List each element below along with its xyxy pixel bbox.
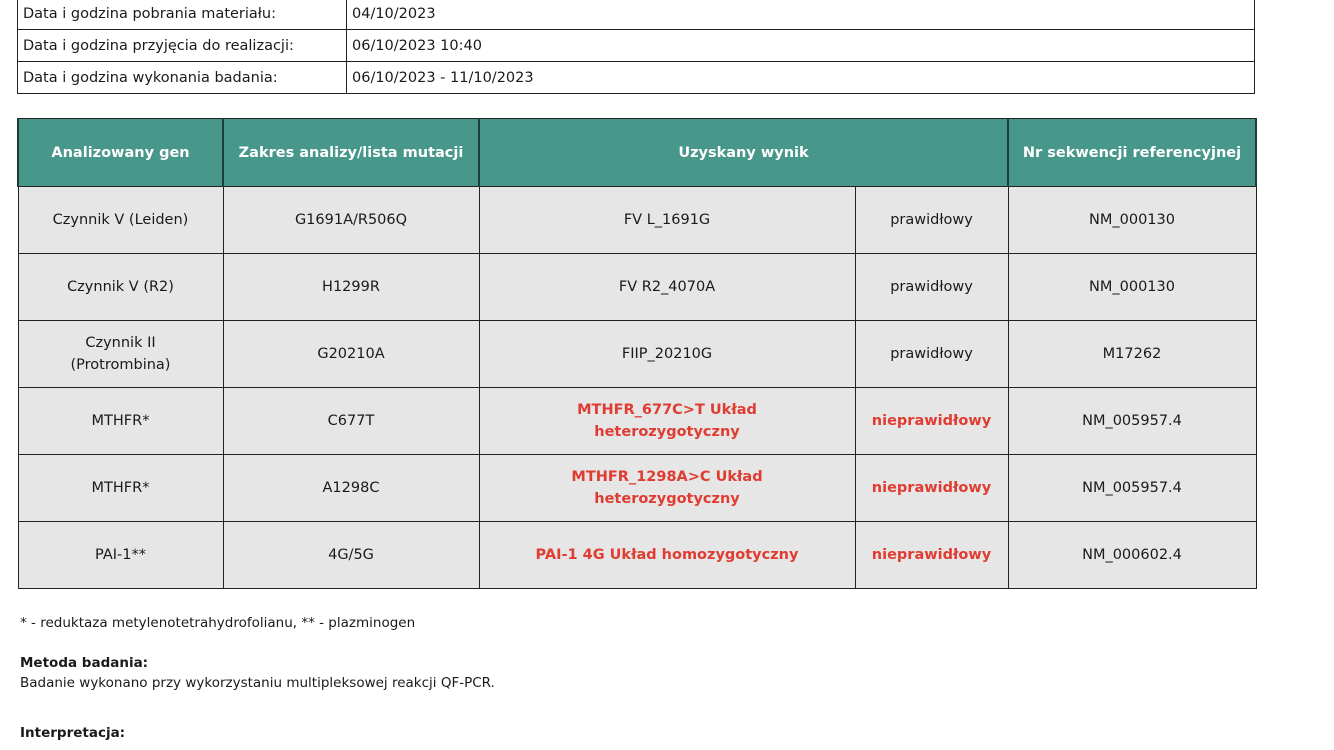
footnote: * - reduktaza metylenotetrahydrofolianu, ** - plazminogen [20,615,416,631]
cell-status: prawidłowy [855,321,1008,388]
cell-ref: NM_005957.4 [1008,388,1256,455]
info-label: Data i godzina wykonania badania: [18,62,347,94]
cell-ref: NM_000130 [1008,187,1256,254]
info-row [18,62,1255,94]
cell-status: prawidłowy [855,254,1008,321]
cell-result: FV R2_4070A [479,254,855,321]
cell-range: A1298C [223,455,479,522]
results-table [17,118,1257,589]
cell-status: prawidłowy [855,187,1008,254]
table-row [18,388,1256,455]
info-value: 06/10/2023 10:40 [347,30,1255,62]
cell-gene: MTHFR* [18,455,223,522]
cell-status: nieprawidłowy [855,388,1008,455]
table-row [18,254,1256,321]
info-value: 04/10/2023 [347,0,1255,30]
cell-gene: Czynnik II (Protrombina) [18,321,223,388]
cell-ref: NM_005957.4 [1008,455,1256,522]
interpretation-title: Interpretacja: [20,725,126,741]
cell-ref: NM_000602.4 [1008,522,1256,589]
cell-gene: PAI-1** [18,522,223,589]
cell-result: PAI-1 4G Układ homozygotyczny [479,522,855,589]
info-label: Data i godzina pobrania materiału: [18,0,347,30]
table-row [18,321,1256,388]
cell-range: H1299R [223,254,479,321]
cell-ref: NM_000130 [1008,254,1256,321]
info-value: 06/10/2023 - 11/10/2023 [347,62,1255,94]
method-title: Metoda badania: [20,655,149,671]
header-gene: Analizowany gen [18,119,223,187]
cell-gene: MTHFR* [18,388,223,455]
cell-gene: Czynnik V (Leiden) [18,187,223,254]
results-header-row [18,119,1256,187]
header-result: Uzyskany wynik [479,119,1008,187]
table-row [18,522,1256,589]
cell-gene: Czynnik V (R2) [18,254,223,321]
header-ref: Nr sekwencji referencyjnej [1008,119,1256,187]
sample-info-table [17,0,1255,94]
cell-range: G1691A/R506Q [223,187,479,254]
cell-range: 4G/5G [223,522,479,589]
cell-ref: M17262 [1008,321,1256,388]
cell-result: FIIP_20210G [479,321,855,388]
cell-range: G20210A [223,321,479,388]
info-label: Data i godzina przyjęcia do realizacji: [18,30,347,62]
info-row [18,0,1255,30]
method-text: Badanie wykonano przy wykorzystaniu multipleksowej reakcji QF-PCR. [20,675,495,691]
cell-result: FV L_1691G [479,187,855,254]
cell-status: nieprawidłowy [855,522,1008,589]
cell-status: nieprawidłowy [855,455,1008,522]
info-row [18,30,1255,62]
cell-range: C677T [223,388,479,455]
cell-result: MTHFR_677C>T Układ heterozygotyczny [479,388,855,455]
table-row [18,455,1256,522]
cell-result: MTHFR_1298A>C Układ heterozygotyczny [479,455,855,522]
table-row [18,187,1256,254]
header-range: Zakres analizy/lista mutacji [223,119,479,187]
